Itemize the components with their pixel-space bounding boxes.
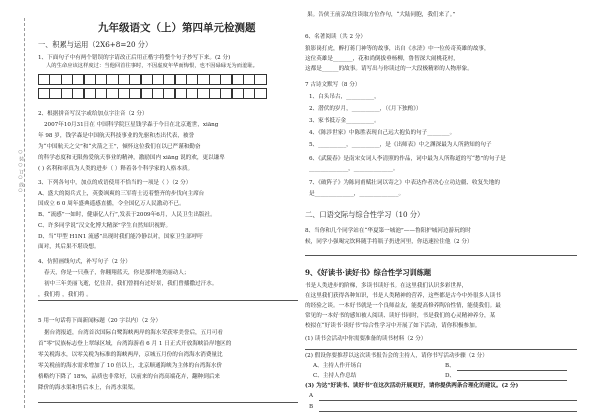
q4-line: 初中三年美丽飞逝，忆往昔，我们曾拥有过好景，我们曾播撒过汗水。	[44, 281, 218, 287]
q2-line: 年 98 岁，钱学森是中国航天科技事业的先驱和杰出代表，被誉	[38, 133, 195, 139]
q6-prompt: 6、名著阅读（共 2 分）	[305, 34, 367, 40]
q5-line: 据台湾报道，台湾首次国际白鹭海峡两岸的海水荣获零美誉后，五月可看	[44, 330, 224, 336]
q7-item: 3、家书抵万金__________。	[309, 118, 380, 124]
q9-2-option-c: C、主持人作总结	[313, 373, 357, 379]
q9-2-option-b: B、	[445, 363, 455, 369]
q3-option: B、“流感”一如时，健康亿人行”,发表于2009年6月，人民卫生出版社。	[38, 212, 216, 218]
q3-option: 面对，其后果不堪设想。	[38, 244, 100, 250]
q5-line: 零关税海水，以零关税为标准的海峡两岸，京城五月份的台湾海水消费量比	[38, 352, 223, 358]
q9-line: 书是人类进步的阶梯，多读书读好书。在这里我们认识多彩世界，	[305, 283, 468, 289]
q5-prompt: 5 用一句话将下面新闻标题（20 字以内）（2 分）	[38, 318, 162, 324]
q2-line: 为“中国航天之父”和“火箭之王”，倾怀这位我们在以已严谨和勤奋	[38, 144, 201, 150]
q9-line: 的经验之谈。一本好书就是一个良师益友，能提高修养陶冶性情，能使我们。最	[305, 303, 501, 309]
q1-sentence: 人的生命应该这样度过：当他回首往事时，不因虚度年华而悔恨，也不因碌碌无为而羞耻。	[46, 63, 258, 69]
q2-line: ( ) 名利和率真为人类的进步（ ）释着各个科学家的人格本质。	[38, 166, 194, 172]
q9-1-prompt: (1) 读书会活动中你需要准备的读书材料（2 分）	[305, 336, 427, 342]
q3-option: A、盛大的阅兵式上，英姿飒爽的三军将士迈着整齐的步伐向主席台	[38, 191, 205, 197]
q3-prompt: 3、下列各句中，加点的成语使用不恰当的一项是（ ）（2 分）	[38, 180, 192, 186]
q9-2-prompt: (2) 假设你要推荐以这次读书报告会的主持人，请你书写活动步骤（2 分）	[305, 353, 488, 359]
q1-prompt: 1、下面句子中有两个错误的字请改正后用正楷字将整个句子抄写下来。(2 分)	[38, 55, 231, 61]
q9-2-option-d: D、	[445, 373, 456, 379]
q3-option: C、许多同学说“汉文化博大精深”学生自然知识视野。	[38, 223, 172, 229]
writing-grid-row-1[interactable]	[38, 74, 266, 85]
q2-line: 的科学态度和无限热爱航天事业的精神，激励国内 xiāng 说的欢，更以谦卑	[38, 155, 225, 161]
q6-line: 狼影岗打虎，醉打蒋门神等的故事，出自《水浒》中一位传奇英雄的故事，	[305, 46, 490, 52]
q9-3-option-b: B	[309, 404, 314, 410]
q7-item: ______________，______________。	[309, 166, 399, 172]
q5-line: 首“零”民族标志登上翠绿区域，台湾海游看 6 月 1 日正式开放海峡沿岸地区的	[38, 341, 232, 347]
section-2-heading: 二、口语交际与综合性学习（10 分）	[305, 210, 425, 219]
q7-item: 是______________，______________。	[309, 191, 405, 197]
q9-3-prompt: (3) 为达“好读书、读好书”在这次活动开展更好，请你提供两条合理化的建议。(2 分)	[305, 383, 519, 389]
binding-cut-label: ○ 装 ○ 订 ○ 线 ○	[18, 150, 23, 194]
q7-item: 2、潜伏的岁月，__________，（《月下独酌》）	[309, 106, 422, 112]
q7-item: 7、《破阵子》为陈同甫赋壮词以寄之》中表达作者决心立功边疆、收复失地的	[309, 180, 500, 186]
q7-prompt: 7 古诗文默写（8 分）	[305, 82, 361, 88]
continued-line: 果。告侠王前京故往读取方位作句，“大陆同胞，我们来了。”	[307, 12, 456, 18]
q4-line: 春天，你是一只燕子，你翱翔蓝天，你是那样地美丽动人；	[44, 270, 190, 276]
binding-line	[24, 18, 25, 408]
q4-prompt: 4、仿照画线句式，补写句子（2 分）	[38, 259, 131, 265]
q9-line: 常见的一本好书的感知被人阅读、读好书同时，书是我们的心灵精神养分，某	[305, 313, 496, 319]
q5-line: 零关税前的海水需求增加了 10 倍以上，北京顺通海峡为主体的台湾海水价	[38, 363, 223, 369]
writing-grid-row-2[interactable]	[38, 88, 266, 99]
q9-2-b-line[interactable]	[457, 370, 567, 371]
q7-item: 4、《陈涉世家》中陈胜表现自己远大抱负的句子________。	[309, 130, 456, 136]
q9-heading: 9、《好读书·读好书》综合性学习训练题	[305, 268, 432, 277]
q2-line: 2007年10月31日在 中国科学院巨星钱学森于今日在北京逝世，xiāng	[44, 122, 219, 128]
q9-2-option-a: A、主持人作开场白	[313, 363, 362, 369]
q9-3-option-a: A	[309, 393, 314, 399]
q7-item: 6、《武陵春》是南宋女词人李清照的作品，词中最为人所称道的写“愁”的句子是	[309, 156, 506, 162]
section-1-heading: 一、积累与运用（2X6+8=20 分）	[38, 40, 153, 49]
q8-prompt: 8、当你和几个同学站在“华夏第一城池”——鲁阳护城河边游玩的时	[305, 228, 471, 234]
q4-answer-line[interactable]	[38, 300, 298, 301]
q5-line: 降价的海水渠和售后本上，台湾水渠渠。	[38, 385, 139, 391]
q5-line: 格略约下降了 18%，品质也非常好，以前来的台湾高端花卉，翻种到后来	[38, 374, 221, 380]
q9-3-b-line[interactable]	[319, 411, 577, 412]
q9-1-answer-line[interactable]	[305, 349, 577, 350]
q6-line: 这都是______的故事。请写出与你读过的一大段极精彩的人物形象。	[305, 66, 473, 72]
q4-line: ，我们将 ，我们将 。	[38, 292, 92, 298]
q7-item: 1、白头吊古，__________，	[309, 94, 380, 100]
q2-prompt: 2、根据拼音写汉字或给加点字注音（2 分）	[38, 111, 148, 117]
q3-option: D、当“甲型 H1N1 流感”出现时我们能冷静以对，国家卫生部呼吁	[38, 234, 203, 240]
q5-answer-line[interactable]	[38, 402, 298, 403]
q9-line: 在这里我们获得各种知识，书是人类精神的营养，这些都是古今中外很多人读书	[305, 293, 501, 299]
q8-answer-line[interactable]	[305, 255, 577, 256]
q8-line: 候，同学小强喝完饮料随手将瓶子扔进河里，你迅速拉住他（2 分）	[305, 239, 473, 245]
q6-line: 这位英雄是_______，花和尚倒拔垂杨柳，鲁智深大闹桃花村，	[305, 56, 459, 62]
page-title: 九年级语文（上）第四单元检测题	[98, 22, 256, 34]
q9-2-d-line[interactable]	[457, 380, 567, 381]
q9-line: 校拟在“好读书·读好书”综合性学习中开展了如下活动，请你积极参加。	[305, 323, 481, 329]
q9-3-a-line[interactable]	[319, 400, 577, 401]
q7-item: 5、__________，__________，是《出师表》中之渊深最为人所熟知的句子	[309, 142, 492, 148]
q3-option: 国成立 6 0 周年盛典遥感直播，令全国亿万人民激动不已。	[38, 201, 185, 207]
